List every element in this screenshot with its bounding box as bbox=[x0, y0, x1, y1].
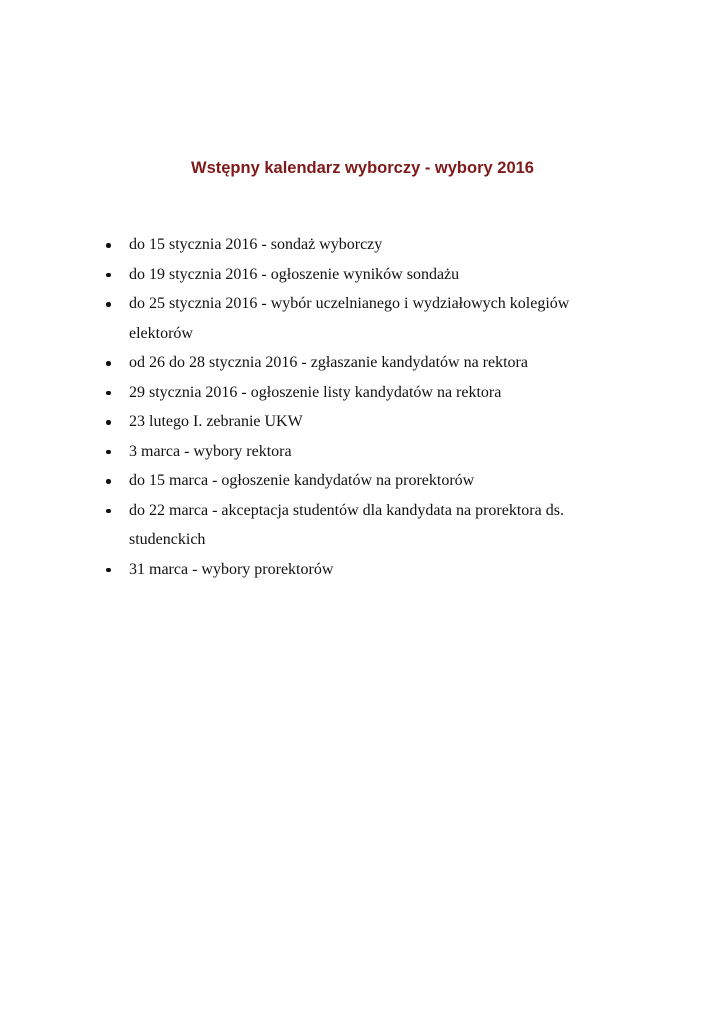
list-item bbox=[104, 437, 624, 467]
list-item bbox=[104, 260, 624, 290]
list-item bbox=[104, 348, 624, 378]
document-title: Wstępny kalendarz wyborczy - wybory 2016 bbox=[191, 159, 534, 177]
list-item bbox=[104, 496, 624, 555]
bullet-icon bbox=[106, 568, 111, 573]
bullet-icon bbox=[106, 420, 111, 425]
bullet-icon bbox=[106, 509, 111, 514]
election-calendar-list bbox=[104, 230, 624, 584]
list-item bbox=[104, 378, 624, 408]
list-item-text: do 25 stycznia 2016 - wybór uczelnianego i wydziałowych kolegiów elektorów bbox=[129, 295, 570, 342]
bullet-icon bbox=[106, 450, 111, 455]
list-item-text: do 15 stycznia 2016 - sondaż wyborczy bbox=[129, 236, 383, 253]
list-item bbox=[104, 407, 624, 437]
bullet-icon bbox=[106, 479, 111, 484]
list-item-text: od 26 do 28 stycznia 2016 - zgłaszanie kandydatów na rektora bbox=[129, 354, 528, 371]
list-item bbox=[104, 230, 624, 260]
list-item bbox=[104, 466, 624, 496]
bullet-icon bbox=[106, 273, 111, 278]
list-item bbox=[104, 555, 624, 585]
list-item-text: 29 stycznia 2016 - ogłoszenie listy kandydatów na rektora bbox=[129, 383, 502, 401]
bullet-icon bbox=[106, 361, 111, 366]
list-item-text: 3 marca - wybory rektora bbox=[129, 442, 292, 460]
list-item-text: do 19 stycznia 2016 - ogłoszenie wyników sondażu bbox=[129, 265, 460, 283]
list-item-text: 23 lutego I. zebranie UKW bbox=[129, 413, 303, 430]
list-item-text: do 15 marca - ogłoszenie kandydatów na prorektorów bbox=[129, 472, 475, 489]
bullet-icon bbox=[106, 391, 111, 396]
bullet-icon bbox=[106, 302, 111, 307]
list-item-text: 31 marca - wybory prorektorów bbox=[129, 560, 334, 578]
list-item-text: do 22 marca - akceptacja studentów dla kandydata na prorektora ds. studenckich bbox=[129, 501, 564, 548]
list-item bbox=[104, 289, 624, 348]
bullet-icon bbox=[106, 243, 111, 248]
